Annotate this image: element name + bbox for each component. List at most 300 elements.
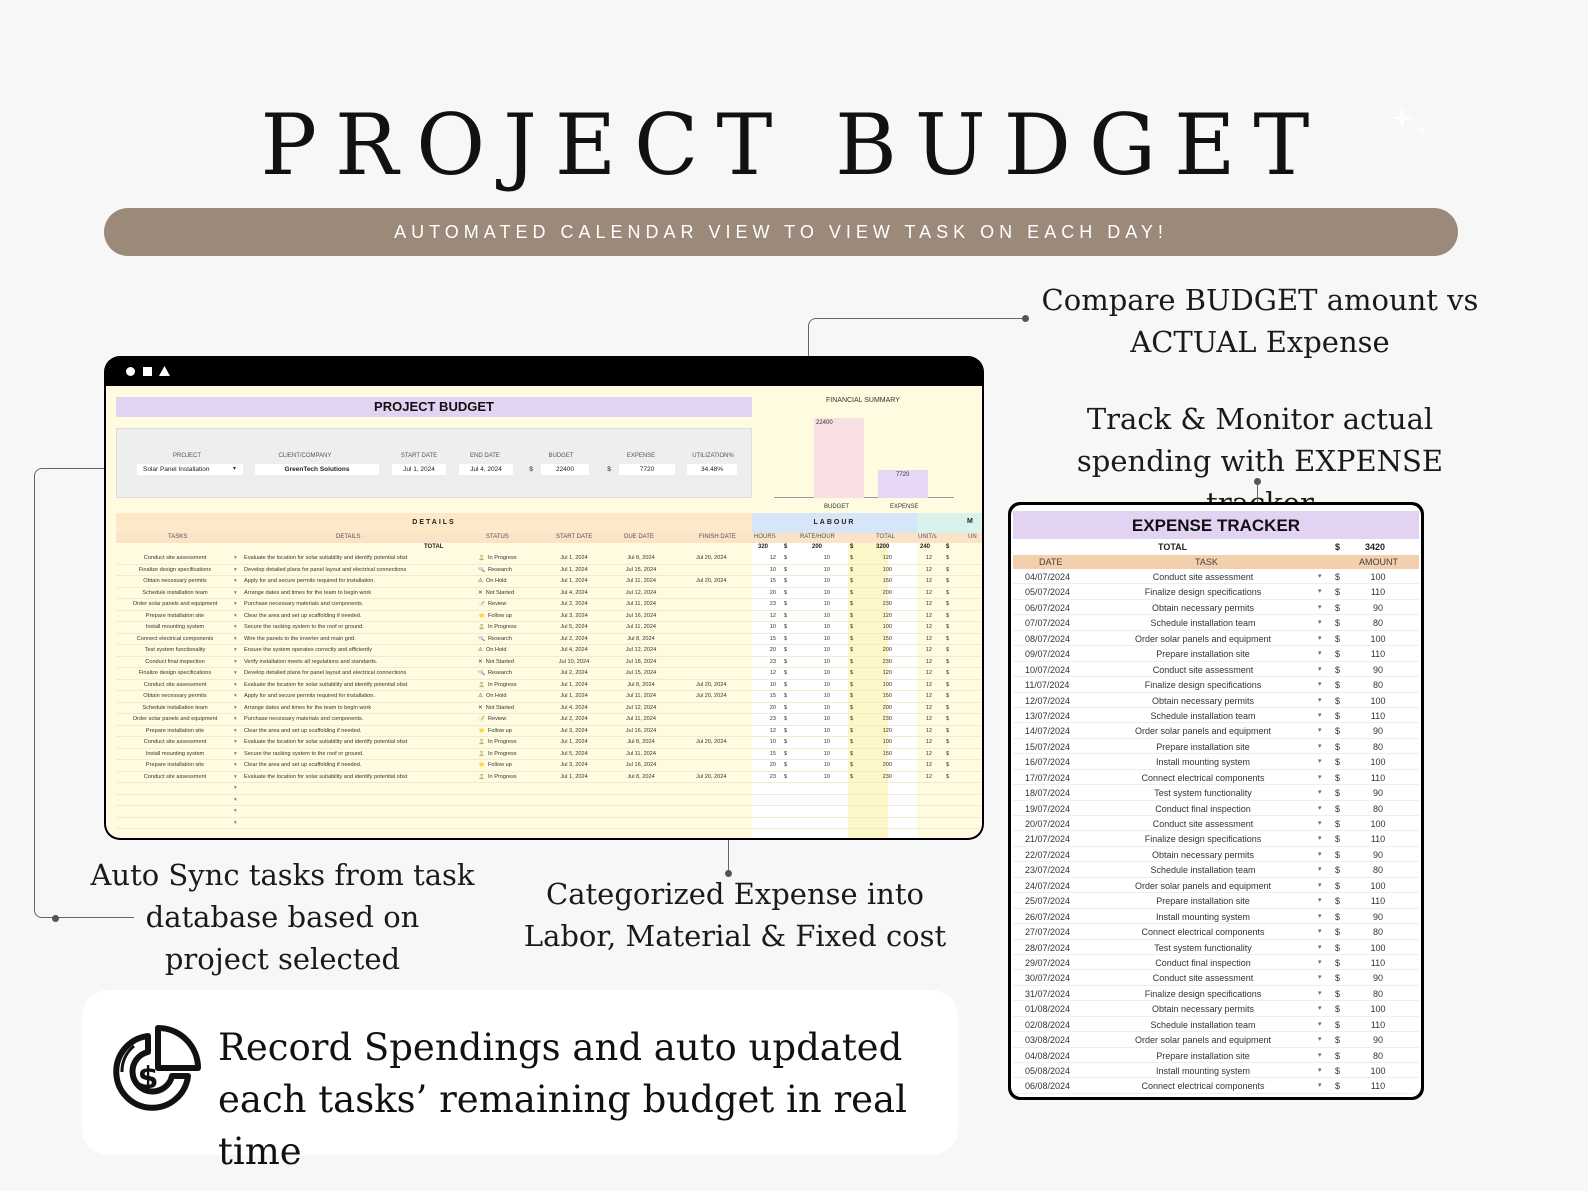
expense-date[interactable]: 02/08/2024 bbox=[1025, 1019, 1071, 1030]
start-date-cell[interactable]: Jul 1, 2024 bbox=[560, 566, 588, 573]
start-date-cell[interactable]: Jul 2, 2024 bbox=[560, 716, 588, 722]
chevron-down-icon[interactable]: ▾ bbox=[1318, 1051, 1322, 1059]
status-badge[interactable] bbox=[478, 613, 538, 619]
expense-task[interactable]: Order solar panels and equipment bbox=[1134, 1035, 1272, 1046]
chevron-down-icon[interactable]: ▾ bbox=[234, 739, 237, 745]
finish-date-cell[interactable]: Jul 20, 2024 bbox=[696, 693, 727, 699]
expense-amount[interactable]: 100 bbox=[1370, 1066, 1386, 1076]
expense-row[interactable] bbox=[1013, 662, 1419, 677]
chevron-down-icon[interactable]: ▾ bbox=[234, 704, 237, 711]
finish-date-cell[interactable]: Jul 20, 2024 bbox=[696, 681, 727, 688]
expense-date[interactable]: 07/07/2024 bbox=[1025, 618, 1071, 629]
expense-amount[interactable]: 100 bbox=[1370, 942, 1386, 953]
chevron-down-icon[interactable]: ▾ bbox=[1318, 634, 1322, 642]
status-badge[interactable] bbox=[478, 693, 538, 699]
rate-cell[interactable]: 10 bbox=[823, 658, 830, 665]
expense-date[interactable]: 01/08/2024 bbox=[1025, 1004, 1071, 1015]
expense-task[interactable]: Test system functionality bbox=[1154, 942, 1252, 953]
chevron-down-icon[interactable]: ▾ bbox=[1318, 1067, 1322, 1074]
task-cell[interactable]: Install mounting system bbox=[145, 750, 205, 757]
expense-date[interactable]: 04/07/2024 bbox=[1025, 572, 1071, 582]
expense-amount[interactable]: 110 bbox=[1370, 649, 1386, 660]
expense-date[interactable]: 23/07/2024 bbox=[1025, 865, 1071, 876]
expense-task[interactable]: Conduct final inspection bbox=[1155, 803, 1251, 814]
expense-task[interactable]: Obtain necessary permits bbox=[1151, 602, 1255, 613]
expense-task[interactable]: Prepare installation site bbox=[1156, 649, 1250, 660]
chevron-down-icon[interactable]: ▾ bbox=[1318, 912, 1322, 920]
details-cell[interactable]: Clear the area and set up scaffolding if needed. bbox=[244, 612, 362, 619]
start-date-cell[interactable]: Jul 3, 2024 bbox=[560, 612, 588, 619]
chevron-down-icon[interactable]: ▾ bbox=[234, 624, 237, 630]
expense-amount[interactable]: 80 bbox=[1372, 988, 1383, 999]
expense-amount[interactable]: 100 bbox=[1370, 695, 1386, 706]
start-date-cell[interactable]: Jul 4, 2024 bbox=[560, 704, 588, 711]
rate-cell[interactable]: 10 bbox=[823, 578, 830, 584]
task-cell[interactable]: Obtain necessary permits bbox=[143, 578, 207, 584]
empty-row[interactable] bbox=[116, 795, 982, 807]
units-cell[interactable]: 12 bbox=[925, 681, 932, 688]
expense-date[interactable]: 03/08/2024 bbox=[1025, 1035, 1071, 1046]
expense-row[interactable] bbox=[1013, 801, 1419, 816]
expense-task[interactable]: Obtain necessary permits bbox=[1151, 695, 1255, 706]
expense-task[interactable]: Schedule installation team bbox=[1150, 865, 1256, 876]
details-cell[interactable]: Secure the racking system to the roof or ground. bbox=[244, 750, 364, 757]
chevron-down-icon[interactable]: ▾ bbox=[1318, 881, 1322, 889]
due-date-cell[interactable]: Jul 12, 2024 bbox=[625, 704, 657, 711]
expense-date[interactable]: 31/07/2024 bbox=[1025, 988, 1071, 999]
hours-cell[interactable]: 20 bbox=[769, 589, 776, 596]
expense-date[interactable]: 14/07/2024 bbox=[1025, 726, 1071, 737]
expense-amount[interactable]: 80 bbox=[1372, 803, 1383, 814]
due-date-cell[interactable]: Jul 16, 2024 bbox=[625, 762, 657, 768]
expense-row[interactable] bbox=[1013, 631, 1419, 646]
expense-row[interactable] bbox=[1013, 1063, 1419, 1078]
expense-date[interactable]: 08/07/2024 bbox=[1025, 633, 1071, 644]
details-cell[interactable]: Apply for and secure permits required for installation. bbox=[244, 578, 375, 584]
expense-amount[interactable]: 90 bbox=[1372, 1035, 1383, 1046]
chevron-down-icon[interactable]: ▾ bbox=[1318, 989, 1322, 997]
task-cell[interactable]: Order solar panels and equipment bbox=[132, 601, 218, 607]
due-date-cell[interactable]: Jul 12, 2024 bbox=[625, 647, 657, 653]
chevron-down-icon[interactable]: ▾ bbox=[1318, 1036, 1322, 1044]
expense-row[interactable] bbox=[1013, 754, 1419, 769]
expense-date[interactable]: 06/07/2024 bbox=[1025, 602, 1071, 613]
details-cell[interactable]: Wire the panels to the inverter and main grid. bbox=[244, 635, 356, 642]
table-row[interactable] bbox=[116, 772, 982, 784]
details-cell[interactable]: Evaluate the location for solar suitability and identify potential obst bbox=[244, 681, 408, 688]
hours-cell[interactable]: 20 bbox=[769, 762, 776, 768]
expense-row[interactable] bbox=[1013, 847, 1419, 862]
rate-cell[interactable]: 10 bbox=[823, 624, 830, 630]
units-cell[interactable]: 12 bbox=[925, 773, 932, 780]
expense-task[interactable]: Schedule installation team bbox=[1150, 710, 1256, 721]
hours-cell[interactable]: 12 bbox=[769, 727, 776, 734]
expense-amount[interactable]: 100 bbox=[1370, 757, 1386, 768]
expense-amount[interactable]: 110 bbox=[1370, 710, 1386, 721]
expense-date[interactable]: 11/07/2024 bbox=[1025, 680, 1070, 691]
finish-date-cell[interactable]: Jul 20, 2024 bbox=[696, 555, 727, 561]
chevron-down-icon[interactable]: ▾ bbox=[234, 773, 237, 780]
chevron-down-icon[interactable]: ▾ bbox=[1318, 727, 1322, 735]
due-date-cell[interactable]: Jul 11, 2024 bbox=[625, 750, 657, 757]
expense-row[interactable] bbox=[1013, 924, 1419, 939]
expense-task[interactable]: Conduct site assessment bbox=[1152, 664, 1254, 675]
expense-amount[interactable]: 110 bbox=[1370, 1081, 1386, 1092]
task-cell[interactable]: Obtain necessary permits bbox=[143, 693, 207, 699]
expense-task[interactable]: Conduct final inspection bbox=[1155, 957, 1251, 968]
expense-row[interactable] bbox=[1013, 646, 1419, 661]
window-triangle-icon[interactable] bbox=[159, 366, 170, 377]
expense-date[interactable]: 17/07/2024 bbox=[1025, 772, 1071, 783]
expense-date[interactable]: 05/08/2024 bbox=[1025, 1066, 1071, 1076]
expense-task[interactable]: Connect electrical components bbox=[1141, 772, 1265, 783]
expense-row[interactable] bbox=[1013, 1032, 1419, 1047]
chevron-down-icon[interactable]: ▾ bbox=[234, 808, 237, 814]
task-cell[interactable]: Prepare installation site bbox=[145, 762, 205, 768]
expense-amount[interactable]: 80 bbox=[1372, 618, 1383, 629]
hours-cell[interactable]: 20 bbox=[769, 647, 776, 653]
expense-row[interactable] bbox=[1013, 909, 1419, 924]
expense-amount[interactable]: 90 bbox=[1372, 849, 1383, 860]
empty-row[interactable] bbox=[116, 783, 982, 795]
start-date-cell[interactable]: Jul 5, 2024 bbox=[560, 624, 588, 630]
table-row[interactable] bbox=[116, 737, 982, 749]
chevron-down-icon[interactable]: ▾ bbox=[1318, 1020, 1322, 1028]
status-badge[interactable] bbox=[478, 647, 538, 653]
status-badge[interactable] bbox=[478, 728, 538, 734]
expense-row[interactable] bbox=[1013, 677, 1419, 692]
expense-row[interactable] bbox=[1013, 816, 1419, 831]
table-row[interactable] bbox=[116, 622, 982, 634]
chevron-down-icon[interactable]: ▾ bbox=[1318, 928, 1322, 936]
status-badge[interactable] bbox=[478, 636, 538, 642]
details-cell[interactable]: Clear the area and set up scaffolding if needed. bbox=[244, 762, 362, 768]
empty-row[interactable] bbox=[116, 818, 982, 830]
units-cell[interactable]: 12 bbox=[925, 670, 932, 676]
hours-cell[interactable]: 20 bbox=[769, 704, 776, 711]
chevron-down-icon[interactable]: ▾ bbox=[1318, 773, 1322, 781]
empty-row[interactable] bbox=[116, 806, 982, 818]
chevron-down-icon[interactable]: ▾ bbox=[234, 635, 237, 642]
expense-task[interactable]: Conduct site assessment bbox=[1152, 572, 1254, 582]
chevron-down-icon[interactable]: ▾ bbox=[1318, 835, 1322, 843]
expense-task[interactable]: Obtain necessary permits bbox=[1151, 849, 1255, 860]
expense-task[interactable]: Schedule installation team bbox=[1150, 1019, 1256, 1030]
expense-amount[interactable]: 80 bbox=[1372, 741, 1383, 752]
expense-row[interactable] bbox=[1013, 584, 1419, 599]
table-row[interactable] bbox=[116, 599, 982, 611]
expense-amount[interactable]: 100 bbox=[1370, 880, 1386, 891]
units-cell[interactable]: 12 bbox=[925, 601, 932, 607]
expense-date[interactable]: 16/07/2024 bbox=[1025, 757, 1071, 768]
rate-cell[interactable]: 10 bbox=[823, 670, 830, 676]
chevron-down-icon[interactable]: ▾ bbox=[1318, 958, 1322, 966]
chevron-down-icon[interactable]: ▾ bbox=[1318, 789, 1322, 797]
units-cell[interactable]: 12 bbox=[925, 739, 932, 745]
details-cell[interactable]: Develop detailed plans for panel layout and electrical connections bbox=[244, 566, 407, 573]
chevron-down-icon[interactable]: ▾ bbox=[1318, 650, 1322, 658]
expense-amount[interactable]: 80 bbox=[1372, 680, 1383, 691]
expense-amount[interactable]: 110 bbox=[1370, 772, 1386, 783]
table-row[interactable] bbox=[116, 703, 982, 715]
chevron-down-icon[interactable]: ▾ bbox=[1318, 943, 1322, 951]
expense-row[interactable] bbox=[1013, 831, 1419, 846]
finish-date-cell[interactable]: Jul 20, 2024 bbox=[696, 773, 727, 780]
chevron-down-icon[interactable]: ▾ bbox=[234, 612, 237, 619]
expense-row[interactable] bbox=[1013, 940, 1419, 955]
units-cell[interactable]: 12 bbox=[925, 658, 932, 665]
table-row[interactable] bbox=[116, 726, 982, 738]
expense-amount[interactable]: 100 bbox=[1370, 819, 1386, 829]
task-cell[interactable]: Finalize design specifications bbox=[138, 670, 212, 676]
hours-cell[interactable]: 10 bbox=[769, 681, 776, 688]
expense-date[interactable]: 27/07/2024 bbox=[1025, 927, 1071, 938]
expense-task[interactable]: Finalize design specifications bbox=[1144, 988, 1262, 999]
start-date-cell[interactable]: Jul 3, 2024 bbox=[560, 727, 588, 734]
units-cell[interactable]: 12 bbox=[925, 762, 932, 768]
table-row[interactable] bbox=[116, 611, 982, 623]
expense-date[interactable]: 25/07/2024 bbox=[1025, 896, 1071, 907]
start-date-cell[interactable]: Jul 1, 2024 bbox=[560, 739, 588, 745]
window-dot-icon[interactable] bbox=[126, 367, 135, 376]
expense-task[interactable]: Prepare installation site bbox=[1156, 741, 1250, 752]
status-badge[interactable] bbox=[478, 751, 538, 757]
expense-row[interactable] bbox=[1013, 955, 1419, 970]
table-row[interactable] bbox=[116, 749, 982, 761]
budget-field[interactable]: 22400 bbox=[541, 464, 589, 475]
chevron-down-icon[interactable]: ▾ bbox=[234, 658, 237, 665]
status-badge[interactable] bbox=[478, 682, 538, 688]
expense-amount[interactable]: 110 bbox=[1370, 896, 1386, 907]
due-date-cell[interactable]: Jul 8, 2024 bbox=[627, 739, 655, 745]
rate-cell[interactable]: 10 bbox=[823, 601, 830, 607]
status-badge[interactable] bbox=[478, 774, 538, 780]
start-date-field[interactable]: Jul 1, 2024 bbox=[392, 464, 446, 475]
rate-cell[interactable]: 10 bbox=[823, 566, 830, 573]
table-row[interactable] bbox=[116, 680, 982, 692]
start-date-cell[interactable]: Jul 3, 2024 bbox=[560, 762, 588, 768]
due-date-cell[interactable]: Jul 15, 2024 bbox=[625, 670, 657, 676]
chevron-down-icon[interactable]: ▾ bbox=[234, 578, 237, 584]
status-badge[interactable] bbox=[478, 624, 538, 630]
status-badge[interactable] bbox=[478, 670, 538, 676]
chevron-down-icon[interactable]: ▾ bbox=[1318, 742, 1322, 750]
expense-amount[interactable]: 90 bbox=[1372, 911, 1383, 922]
expense-date[interactable]: 05/07/2024 bbox=[1025, 587, 1071, 598]
expense-amount[interactable]: 100 bbox=[1370, 572, 1386, 582]
expense-task[interactable]: Prepare installation site bbox=[1156, 896, 1250, 907]
chevron-down-icon[interactable]: ▾ bbox=[234, 566, 237, 573]
expense-row[interactable] bbox=[1013, 600, 1419, 615]
due-date-cell[interactable]: Jul 8, 2024 bbox=[627, 555, 655, 561]
expense-task[interactable]: Conduct site assessment bbox=[1152, 819, 1254, 829]
expense-amount[interactable]: 110 bbox=[1370, 587, 1386, 598]
status-badge[interactable] bbox=[478, 659, 538, 665]
task-cell[interactable]: Schedule installation team bbox=[142, 589, 208, 596]
status-badge[interactable] bbox=[478, 601, 538, 607]
rate-cell[interactable]: 10 bbox=[823, 716, 830, 722]
expense-task[interactable]: Connect electrical components bbox=[1141, 927, 1265, 938]
units-cell[interactable]: 12 bbox=[925, 566, 932, 573]
details-cell[interactable]: Arrange dates and times for the team to begin work bbox=[244, 704, 372, 711]
chevron-down-icon[interactable]: ▾ bbox=[1318, 588, 1322, 596]
expense-task[interactable]: Obtain necessary permits bbox=[1151, 1004, 1255, 1015]
expense-row[interactable] bbox=[1013, 770, 1419, 785]
expense-amount[interactable]: 90 bbox=[1372, 602, 1383, 613]
due-date-cell[interactable]: Jul 16, 2024 bbox=[625, 727, 657, 734]
chevron-down-icon[interactable]: ▾ bbox=[234, 647, 237, 653]
expense-row[interactable] bbox=[1013, 1048, 1419, 1063]
rate-cell[interactable]: 10 bbox=[823, 635, 830, 642]
expense-row[interactable] bbox=[1013, 862, 1419, 877]
status-badge[interactable] bbox=[478, 716, 538, 722]
due-date-cell[interactable]: Jul 8, 2024 bbox=[627, 773, 655, 780]
task-cell[interactable]: Conduct site assessment bbox=[143, 555, 207, 561]
due-date-cell[interactable]: Jul 8, 2024 bbox=[627, 635, 655, 642]
expense-amount[interactable]: 90 bbox=[1372, 973, 1383, 984]
status-badge[interactable] bbox=[478, 590, 538, 596]
table-row[interactable] bbox=[116, 588, 982, 600]
hours-cell[interactable]: 23 bbox=[769, 773, 776, 780]
expense-row[interactable] bbox=[1013, 615, 1419, 630]
expense-task[interactable]: Prepare installation site bbox=[1156, 1050, 1250, 1061]
details-cell[interactable]: Evaluate the location for solar suitability and identify potential obst bbox=[244, 555, 408, 561]
chevron-down-icon[interactable]: ▾ bbox=[234, 601, 237, 607]
expense-date[interactable]: 21/07/2024 bbox=[1025, 834, 1071, 845]
chevron-down-icon[interactable]: ▾ bbox=[1318, 711, 1322, 719]
chevron-down-icon[interactable]: ▾ bbox=[234, 670, 237, 676]
due-date-cell[interactable]: Jul 8, 2024 bbox=[627, 681, 655, 688]
units-cell[interactable]: 12 bbox=[925, 624, 932, 630]
status-badge[interactable] bbox=[478, 762, 538, 768]
due-date-cell[interactable]: Jul 15, 2024 bbox=[625, 566, 657, 573]
expense-task[interactable]: Connect electrical components bbox=[1141, 1081, 1265, 1092]
expense-task[interactable]: Finalize design specifications bbox=[1144, 587, 1262, 598]
units-cell[interactable]: 12 bbox=[925, 555, 932, 561]
expense-amount[interactable]: 90 bbox=[1372, 664, 1383, 675]
table-row[interactable] bbox=[116, 691, 982, 703]
expense-task[interactable]: Schedule installation team bbox=[1150, 618, 1256, 629]
expense-date[interactable]: 22/07/2024 bbox=[1025, 849, 1071, 860]
details-cell[interactable]: Arrange dates and times for the team to begin work bbox=[244, 589, 372, 596]
task-cell[interactable]: Order solar panels and equipment bbox=[132, 716, 218, 722]
chevron-down-icon[interactable]: ▾ bbox=[234, 727, 237, 734]
chevron-down-icon[interactable]: ▾ bbox=[234, 716, 237, 722]
rate-cell[interactable]: 10 bbox=[823, 773, 830, 780]
due-date-cell[interactable]: Jul 12, 2024 bbox=[625, 589, 657, 596]
expense-task[interactable]: Order solar panels and equipment bbox=[1134, 880, 1272, 891]
expense-row[interactable] bbox=[1013, 1078, 1419, 1093]
start-date-cell[interactable]: Jul 2, 2024 bbox=[560, 635, 588, 642]
expense-date[interactable]: 06/08/2024 bbox=[1025, 1081, 1071, 1092]
table-row[interactable] bbox=[116, 576, 982, 588]
status-badge[interactable] bbox=[478, 739, 538, 745]
expense-task[interactable]: Order solar panels and equipment bbox=[1134, 726, 1272, 737]
start-date-cell[interactable]: Jul 4, 2024 bbox=[560, 589, 588, 596]
expense-row[interactable] bbox=[1013, 893, 1419, 908]
due-date-cell[interactable]: Jul 18, 2024 bbox=[625, 658, 657, 665]
project-select[interactable]: Solar Panel Installation bbox=[137, 464, 243, 475]
task-cell[interactable]: Conduct site assessment bbox=[143, 773, 207, 780]
task-cell[interactable]: Prepare installation site bbox=[145, 612, 205, 619]
start-date-cell[interactable]: Jul 10, 2024 bbox=[558, 658, 590, 665]
details-cell[interactable]: Develop detailed plans for panel layout and electrical connections bbox=[244, 670, 407, 676]
task-cell[interactable]: Conduct site assessment bbox=[143, 739, 207, 745]
chevron-down-icon[interactable]: ▾ bbox=[234, 762, 237, 768]
start-date-cell[interactable]: Jul 1, 2024 bbox=[560, 681, 588, 688]
chevron-down-icon[interactable]: ▾ bbox=[1318, 820, 1322, 827]
chevron-down-icon[interactable]: ▾ bbox=[234, 796, 237, 803]
expense-row[interactable] bbox=[1013, 986, 1419, 1001]
due-date-cell[interactable]: Jul 11, 2024 bbox=[625, 601, 657, 607]
units-cell[interactable]: 12 bbox=[925, 578, 932, 584]
expense-amount[interactable]: 90 bbox=[1372, 788, 1383, 799]
units-cell[interactable]: 12 bbox=[925, 693, 932, 699]
units-cell[interactable]: 12 bbox=[925, 727, 932, 734]
expense-date[interactable]: 26/07/2024 bbox=[1025, 911, 1071, 922]
hours-cell[interactable]: 15 bbox=[769, 578, 776, 584]
rate-cell[interactable]: 10 bbox=[823, 750, 830, 757]
expense-task[interactable]: Order solar panels and equipment bbox=[1134, 633, 1272, 644]
expense-amount[interactable]: 90 bbox=[1372, 726, 1383, 737]
chevron-down-icon[interactable]: ▾ bbox=[1318, 619, 1322, 627]
expense-amount[interactable]: 100 bbox=[1370, 1004, 1386, 1015]
hours-cell[interactable]: 10 bbox=[769, 566, 776, 573]
finish-date-cell[interactable]: Jul 20, 2024 bbox=[696, 739, 727, 745]
units-cell[interactable]: 12 bbox=[925, 589, 932, 596]
hours-cell[interactable]: 15 bbox=[769, 750, 776, 757]
chevron-down-icon[interactable]: ▾ bbox=[234, 750, 237, 757]
chevron-down-icon[interactable]: ▾ bbox=[1318, 573, 1322, 580]
finish-date-cell[interactable]: Jul 20, 2024 bbox=[696, 578, 727, 584]
hours-cell[interactable]: 12 bbox=[769, 612, 776, 619]
details-cell[interactable]: Purchase necessary materials and components. bbox=[244, 716, 364, 722]
expense-task[interactable]: Finalize design specifications bbox=[1144, 680, 1262, 691]
window-square-icon[interactable] bbox=[143, 367, 152, 376]
expense-task[interactable]: Finalize design specifications bbox=[1144, 834, 1262, 845]
rate-cell[interactable]: 10 bbox=[823, 762, 830, 768]
expense-row[interactable] bbox=[1013, 739, 1419, 754]
chevron-down-icon[interactable]: ▾ bbox=[1318, 850, 1322, 858]
expense-task[interactable]: Install mounting system bbox=[1155, 757, 1251, 768]
hours-cell[interactable]: 23 bbox=[769, 658, 776, 665]
units-cell[interactable]: 12 bbox=[925, 750, 932, 757]
chevron-down-icon[interactable]: ▾ bbox=[1318, 897, 1322, 905]
expense-row[interactable] bbox=[1013, 1017, 1419, 1032]
task-cell[interactable]: Connect electrical components bbox=[136, 635, 214, 642]
expense-row[interactable] bbox=[1013, 970, 1419, 985]
due-date-cell[interactable]: Jul 11, 2024 bbox=[625, 624, 657, 630]
rate-cell[interactable]: 10 bbox=[823, 612, 830, 619]
table-row[interactable] bbox=[116, 714, 982, 726]
due-date-cell[interactable]: Jul 11, 2024 bbox=[625, 693, 657, 699]
due-date-cell[interactable]: Jul 16, 2024 bbox=[625, 612, 657, 619]
task-cell[interactable]: Install mounting system bbox=[145, 624, 205, 630]
rate-cell[interactable]: 10 bbox=[823, 739, 830, 745]
expense-date[interactable]: 18/07/2024 bbox=[1025, 788, 1071, 799]
task-cell[interactable]: Prepare installation site bbox=[145, 727, 205, 734]
expense-amount[interactable]: 80 bbox=[1372, 1050, 1383, 1061]
rate-cell[interactable]: 10 bbox=[823, 704, 830, 711]
start-date-cell[interactable]: Jul 2, 2024 bbox=[560, 601, 588, 607]
chevron-down-icon[interactable]: ▾ bbox=[234, 555, 237, 561]
task-cell[interactable]: Conduct site assessment bbox=[143, 681, 207, 688]
start-date-cell[interactable]: Jul 1, 2024 bbox=[560, 555, 588, 561]
units-cell[interactable]: 12 bbox=[925, 716, 932, 722]
expense-row[interactable] bbox=[1013, 878, 1419, 893]
hours-cell[interactable]: 15 bbox=[769, 693, 776, 699]
chevron-down-icon[interactable]: ▾ bbox=[1318, 681, 1322, 689]
